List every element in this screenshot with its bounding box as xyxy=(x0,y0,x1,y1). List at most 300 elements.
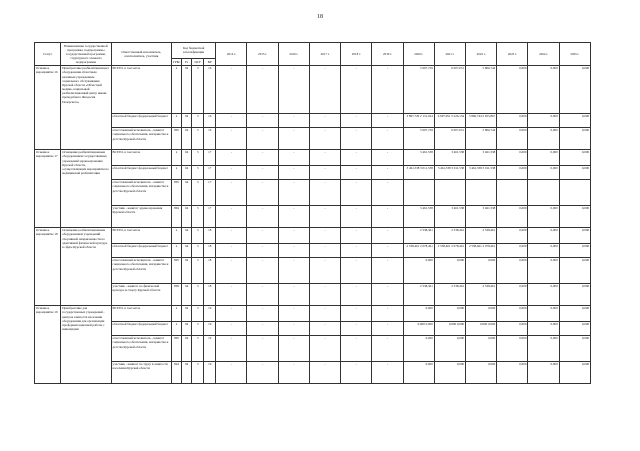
header-year: 2015 г. xyxy=(247,43,278,66)
table-row xyxy=(35,321,591,335)
cell-rz: 04 xyxy=(182,335,192,361)
cell-year-value: - xyxy=(309,113,340,127)
cell-csr: 3 xyxy=(192,321,204,335)
cell-year-value: 6 007,051 xyxy=(434,65,465,113)
cell-year-value: 0,000 xyxy=(528,321,559,335)
cell-year-value: - xyxy=(341,113,372,127)
cell-year-value: 0,000 xyxy=(559,149,590,165)
cell-year-value: - xyxy=(372,305,403,321)
cell-year-value: 0,000 xyxy=(559,335,590,361)
table-row xyxy=(35,227,591,243)
cell-vr: 17 xyxy=(204,149,216,165)
cell-year-value: 0,000 xyxy=(528,283,559,305)
cell-year-value: 0,000 xyxy=(528,113,559,127)
cell-vr: 17 xyxy=(204,179,216,205)
cell-year-value: 0,000 xyxy=(434,361,465,383)
header-year: 2025 г. xyxy=(559,43,590,66)
table-row xyxy=(35,165,591,179)
cell-year-value: 0,000 xyxy=(434,257,465,283)
cell-grbs: 824 xyxy=(171,361,181,383)
cell-year-value: 0,000 xyxy=(403,335,434,361)
header-year: 2017 г. xyxy=(309,43,340,66)
cell-year-value: 0,000 0,000 xyxy=(466,321,497,335)
table-row xyxy=(35,283,591,305)
cell-year-value: - xyxy=(372,65,403,113)
cell-grbs: 809 xyxy=(171,283,181,305)
cell-csr: 3 xyxy=(192,257,204,283)
cell-year-value: 0,000 xyxy=(528,65,559,113)
cell-year-value xyxy=(497,179,528,205)
cell-year-value: - xyxy=(278,165,309,179)
cell-year-value: 0,000 xyxy=(497,361,528,383)
cell-year-value: 0,000 xyxy=(528,127,559,149)
cell-year-value: 3 897,729 2 131,024 xyxy=(403,113,434,127)
cell-year-value: 0,000 xyxy=(528,227,559,243)
cell-grbs: 805 xyxy=(171,335,181,361)
cell-year-value: 0,000 xyxy=(497,321,528,335)
cell-csr: 3 xyxy=(192,361,204,383)
cell-year-value xyxy=(403,179,434,205)
cell-year-value: - xyxy=(341,335,372,361)
header-status: Статус xyxy=(35,43,61,66)
cell-grbs: х xyxy=(171,65,181,113)
table-row xyxy=(35,257,591,283)
cell-year-value: 0,000 xyxy=(528,243,559,257)
cell-year-value: - xyxy=(341,127,372,149)
cell-year-value: 0,000 xyxy=(559,321,590,335)
cell-year-value: 2 538,461 2 078,461 xyxy=(434,243,465,257)
cell-vr: 16 xyxy=(204,113,216,127)
header-name: Наименование государственной программы, подпрограммы государственной программы, структурного элемента подпрограммы xyxy=(61,43,111,66)
budget-table xyxy=(34,42,591,384)
cell-year-value: - xyxy=(372,243,403,257)
header-code-vr: ВР xyxy=(204,58,216,65)
cell-vr: 19 xyxy=(204,305,216,321)
cell-grbs: х xyxy=(171,149,181,165)
cell-year-value: 5 607,729 xyxy=(403,127,434,149)
cell-year-value: 3 461,538 xyxy=(466,149,497,165)
cell-year-value: - xyxy=(309,165,340,179)
header-responsible: Ответственный исполнитель, соисполнитель, участник xyxy=(111,43,171,66)
cell-year-value: - xyxy=(247,283,278,305)
cell-year-value: - xyxy=(372,227,403,243)
cell-year-value: 0,000 xyxy=(528,335,559,361)
table-row xyxy=(35,179,591,205)
cell-year-value: 2 538,461 2 078,461 xyxy=(403,243,434,257)
cell-year-value: - xyxy=(216,361,247,383)
cell-rz: 04 xyxy=(182,321,192,335)
cell-responsible: ответственный исполнитель - комитет социального обеспечения, материнства и детства Курской области xyxy=(111,257,171,283)
cell-year-value: - xyxy=(309,361,340,383)
cell-year-value: - xyxy=(372,257,403,283)
cell-year-value: 0,000 xyxy=(466,257,497,283)
cell-year-value: 0,000 xyxy=(528,149,559,165)
cell-program-name: Оснащение реабилитационным оборудованием учреждений спортивной направленности по адаптивной физической культуре в сфере Курской области xyxy=(61,227,111,305)
cell-year-value: 0,000 xyxy=(497,335,528,361)
cell-year-value: - xyxy=(372,165,403,179)
cell-year-value: - xyxy=(372,179,403,205)
cell-year-value: 2 538,461 xyxy=(403,283,434,305)
cell-grbs: 805 xyxy=(171,179,181,205)
cell-vr: 16 xyxy=(204,65,216,113)
cell-year-value: - xyxy=(309,321,340,335)
cell-year-value: - xyxy=(247,65,278,113)
cell-responsible: ответственный исполнитель - комитет социального обеспечения, материнства и детства Курской области xyxy=(111,127,171,149)
cell-csr: 3 xyxy=(192,335,204,361)
cell-year-value: - xyxy=(247,243,278,257)
cell-year-value: 2 538,461 xyxy=(434,227,465,243)
cell-year-value: - xyxy=(216,243,247,257)
cell-year-value: - xyxy=(216,165,247,179)
cell-csr: 3 xyxy=(192,283,204,305)
cell-status: Основное мероприятие 18 xyxy=(35,227,61,305)
cell-year-value: - xyxy=(372,205,403,227)
cell-year-value: - xyxy=(341,65,372,113)
cell-year-value: - xyxy=(341,179,372,205)
table-row xyxy=(35,205,591,227)
cell-responsible: областной бюджет федеральный бюджет xyxy=(111,321,171,335)
cell-year-value: 0,000 xyxy=(497,227,528,243)
cell-year-value: 2 538,461 xyxy=(403,227,434,243)
header-code: Код бюджетной классификации xyxy=(171,43,215,59)
cell-vr: 18 xyxy=(204,257,216,283)
cell-year-value xyxy=(528,179,559,205)
cell-rz: 04 xyxy=(182,361,192,383)
cell-year-value: 3 461,538 3 011,538 xyxy=(434,165,465,179)
cell-responsible: ВСЕГО, в том числе xyxy=(111,227,171,243)
cell-year-value: 0,000 xyxy=(466,361,497,383)
cell-year-value: 3 461,538 xyxy=(434,205,465,227)
cell-vr: 19 xyxy=(204,321,216,335)
cell-year-value: 3 461,538 xyxy=(403,149,434,165)
cell-grbs: х xyxy=(171,321,181,335)
cell-year-value: - xyxy=(216,179,247,205)
cell-rz: 04 xyxy=(182,283,192,305)
cell-grbs: х xyxy=(171,243,181,257)
cell-responsible: участник - комитет по физической культуре и спорту Курской области xyxy=(111,283,171,305)
cell-year-value: - xyxy=(309,227,340,243)
cell-year-value: - xyxy=(309,179,340,205)
cell-csr: 3 xyxy=(192,305,204,321)
cell-year-value: 0,000 xyxy=(466,335,497,361)
cell-year-value: - xyxy=(278,305,309,321)
cell-year-value: - xyxy=(278,283,309,305)
cell-grbs: х xyxy=(171,113,181,127)
cell-year-value: - xyxy=(372,127,403,149)
cell-year-value: - xyxy=(278,243,309,257)
cell-year-value: - xyxy=(341,283,372,305)
cell-year-value: - xyxy=(341,321,372,335)
cell-year-value: 2 538,461 xyxy=(434,283,465,305)
cell-year-value: - xyxy=(247,335,278,361)
cell-csr: 3 xyxy=(192,113,204,127)
cell-year-value: 2 538,461 xyxy=(466,283,497,305)
table-row xyxy=(35,243,591,257)
cell-year-value: - xyxy=(341,305,372,321)
cell-year-value: - xyxy=(341,165,372,179)
cell-year-value: - xyxy=(372,335,403,361)
header-year: 2014 г. xyxy=(216,43,247,66)
cell-responsible: ответственный исполнитель - комитет социального обеспечения, материнства и детства Курской области xyxy=(111,179,171,205)
cell-year-value: 0,000 xyxy=(497,127,528,149)
cell-year-value: - xyxy=(278,321,309,335)
cell-year-value: 6 007,051 xyxy=(434,127,465,149)
cell-year-value: 0,000 xyxy=(497,149,528,165)
cell-rz: 04 xyxy=(182,165,192,179)
cell-year-value: - xyxy=(309,65,340,113)
table-row xyxy=(35,127,591,149)
cell-year-value: 0,000 xyxy=(559,227,590,243)
cell-rz: 04 xyxy=(182,113,192,127)
cell-responsible: ВСЕГО, в том числе xyxy=(111,305,171,321)
cell-rz: 04 xyxy=(182,179,192,205)
header-year: 2019 г. xyxy=(372,43,403,66)
cell-year-value: 0,000 xyxy=(559,65,590,113)
cell-year-value: 0,000 xyxy=(497,165,528,179)
cell-year-value: 0,000 xyxy=(497,305,528,321)
cell-year-value: 3 461,538 xyxy=(434,149,465,165)
cell-rz: 04 xyxy=(182,127,192,149)
cell-year-value: - xyxy=(278,257,309,283)
cell-year-value: 3 461,538 xyxy=(466,205,497,227)
cell-year-value: - xyxy=(247,165,278,179)
cell-year-value: - xyxy=(247,321,278,335)
cell-year-value: - xyxy=(372,361,403,383)
cell-year-value: 2 538,461 xyxy=(466,227,497,243)
table-row xyxy=(35,305,591,321)
cell-responsible: областной бюджет федеральный бюджет xyxy=(111,165,171,179)
cell-year-value: 0,000 xyxy=(559,165,590,179)
cell-year-value: - xyxy=(309,149,340,165)
cell-grbs: 805 xyxy=(171,257,181,283)
cell-year-value: - xyxy=(247,305,278,321)
cell-year-value: 0,000 xyxy=(528,305,559,321)
cell-year-value: 0,000 xyxy=(528,165,559,179)
cell-year-value: - xyxy=(341,205,372,227)
cell-year-value: - xyxy=(278,179,309,205)
cell-year-value: 2 538,461 2 078,461 xyxy=(466,243,497,257)
cell-year-value: - xyxy=(278,335,309,361)
cell-year-value: - xyxy=(216,113,247,127)
header-year: 2020 г. xyxy=(403,43,434,66)
header-year: 2024 г. xyxy=(528,43,559,66)
cell-year-value: - xyxy=(278,127,309,149)
cell-csr: 3 xyxy=(192,227,204,243)
cell-year-value: - xyxy=(278,227,309,243)
cell-year-value: - xyxy=(216,149,247,165)
cell-year-value: 0,000 xyxy=(403,361,434,383)
cell-year-value: 0,000 xyxy=(559,283,590,305)
cell-csr: 3 xyxy=(192,149,204,165)
cell-year-value: 0,000 xyxy=(497,113,528,127)
cell-responsible: ответственный исполнитель - комитет социального обеспечения, материнства и детства Курской области xyxy=(111,335,171,361)
cell-year-value: 0,000 xyxy=(559,361,590,383)
cell-year-value: - xyxy=(247,227,278,243)
cell-year-value: - xyxy=(309,335,340,361)
cell-year-value: - xyxy=(309,127,340,149)
header-year: 2023 г. xyxy=(497,43,528,66)
cell-year-value xyxy=(434,179,465,205)
cell-year-value: - xyxy=(216,257,247,283)
cell-year-value: 0,000 xyxy=(497,283,528,305)
cell-vr: 17 xyxy=(204,205,216,227)
cell-year-value: 0,000 xyxy=(528,205,559,227)
cell-year-value: - xyxy=(247,127,278,149)
cell-year-value: 0,000 xyxy=(497,205,528,227)
cell-year-value: - xyxy=(372,321,403,335)
cell-year-value: 0,000 xyxy=(403,257,434,283)
cell-year-value: 5 806,744 xyxy=(466,65,497,113)
cell-grbs: х xyxy=(171,305,181,321)
cell-grbs: х xyxy=(171,227,181,243)
cell-year-value: - xyxy=(309,305,340,321)
cell-year-value: - xyxy=(247,361,278,383)
cell-year-value: 0,000 xyxy=(559,243,590,257)
cell-year-value: - xyxy=(216,65,247,113)
header-year: 2018 г. xyxy=(341,43,372,66)
cell-year-value: 0,000 xyxy=(559,257,590,283)
cell-year-value: 0,000 xyxy=(497,243,528,257)
cell-year-value: - xyxy=(216,227,247,243)
cell-year-value: 0,000 xyxy=(559,127,590,149)
cell-year-value: 0,000 xyxy=(434,305,465,321)
cell-year-value: 0,000 0,000 xyxy=(403,321,434,335)
cell-csr: 3 xyxy=(192,165,204,179)
cell-year-value: 0,000 xyxy=(559,305,590,321)
cell-rz: 04 xyxy=(182,227,192,243)
cell-csr: 3 xyxy=(192,127,204,149)
cell-year-value: 0,000 xyxy=(434,335,465,361)
cell-year-value: - xyxy=(278,65,309,113)
cell-year-value: - xyxy=(247,179,278,205)
cell-vr: 18 xyxy=(204,227,216,243)
header-code-grbs: ГРБС xyxy=(172,59,181,64)
cell-responsible: участник - комитет здравоохранения Курской области xyxy=(111,205,171,227)
cell-grbs: 804 xyxy=(171,205,181,227)
cell-year-value: - xyxy=(309,257,340,283)
header-code-rz: Рз xyxy=(182,58,192,65)
cell-status: Основное мероприятие 19 xyxy=(35,305,61,383)
cell-year-value: - xyxy=(341,361,372,383)
header-year: 2021 г. xyxy=(434,43,465,66)
table-row xyxy=(35,113,591,127)
cell-year-value: - xyxy=(341,257,372,283)
cell-responsible: областной бюджет федеральный бюджет xyxy=(111,243,171,257)
cell-vr: 16 xyxy=(204,127,216,149)
cell-year-value: - xyxy=(278,205,309,227)
cell-grbs: 805 xyxy=(171,127,181,149)
cell-year-value: - xyxy=(247,257,278,283)
cell-year-value: 0,000 0,000 xyxy=(434,321,465,335)
cell-year-value: 0,000 xyxy=(403,305,434,321)
cell-year-value: 0,000 xyxy=(528,361,559,383)
header-code-csr: ЦСР xyxy=(192,58,204,65)
cell-year-value: - xyxy=(309,205,340,227)
cell-year-value: - xyxy=(216,335,247,361)
cell-vr: 17 xyxy=(204,165,216,179)
table-row xyxy=(35,65,591,113)
cell-rz: 04 xyxy=(182,257,192,283)
cell-year-value: - xyxy=(247,113,278,127)
cell-rz: 04 xyxy=(182,65,192,113)
table-row xyxy=(35,149,591,165)
cell-status: Основное мероприятие 17 xyxy=(35,149,61,227)
cell-year-value: - xyxy=(278,149,309,165)
cell-rz: 04 xyxy=(182,243,192,257)
page-number: 18 xyxy=(317,14,323,20)
cell-year-value: - xyxy=(309,243,340,257)
cell-csr: 3 xyxy=(192,243,204,257)
cell-rz: 04 xyxy=(182,149,192,165)
cell-responsible: ВСЕГО, в том числе xyxy=(111,65,171,113)
table-row xyxy=(35,361,591,383)
cell-year-value: - xyxy=(216,321,247,335)
cell-year-value: 5 607,729 xyxy=(403,65,434,113)
cell-year-value: 6 007,051 5 226,134 xyxy=(434,113,465,127)
cell-year-value xyxy=(466,179,497,205)
cell-program-name: Оснащение реабилитационным оборудованием государственных учреждений здравоохранения Курской области, осуществляющих мероприятия по медицинской реабилитации xyxy=(61,149,111,227)
cell-year-value: - xyxy=(247,149,278,165)
header-year: 2016 г. xyxy=(278,43,309,66)
cell-rz: 04 xyxy=(182,205,192,227)
cell-year-value xyxy=(559,179,590,205)
cell-vr: 18 xyxy=(204,243,216,257)
cell-rz: 04 xyxy=(182,305,192,321)
cell-year-value: 0,000 xyxy=(497,65,528,113)
cell-year-value: 5 806,744 xyxy=(466,127,497,149)
cell-year-value: - xyxy=(341,227,372,243)
cell-year-value: - xyxy=(372,113,403,127)
cell-year-value: 3 461,538 3 011,538 xyxy=(403,165,434,179)
cell-year-value: - xyxy=(216,127,247,149)
cell-year-value: - xyxy=(247,205,278,227)
cell-year-value: - xyxy=(341,149,372,165)
cell-grbs: х xyxy=(171,165,181,179)
cell-year-value: 0,000 xyxy=(466,305,497,321)
cell-program-name: Приобретение для государственных учреждений - центров занятости населения оборудования для организации профориентационной работы с инвалидами xyxy=(61,305,111,383)
cell-year-value: - xyxy=(341,243,372,257)
cell-vr: 18 xyxy=(204,283,216,305)
cell-year-value: - xyxy=(216,283,247,305)
cell-year-value: 0,000 xyxy=(497,257,528,283)
cell-responsible: ВСЕГО, в том числе xyxy=(111,149,171,165)
cell-csr: 3 xyxy=(192,179,204,205)
cell-vr: 19 xyxy=(204,361,216,383)
cell-responsible: областной бюджет федеральный бюджет xyxy=(111,113,171,127)
table-row xyxy=(35,335,591,361)
cell-year-value: - xyxy=(372,283,403,305)
cell-year-value: - xyxy=(372,149,403,165)
cell-year-value: - xyxy=(278,361,309,383)
cell-program-name: Приобретение реабилитационного оборудования областным казенным учреждением социального обслуживания Курской области «Областной медико-социальный реабилитационный центр имени преподобного Феодосия Печерского» xyxy=(61,65,111,149)
cell-year-value: 3 461,538 3 011,538 xyxy=(466,165,497,179)
cell-year-value: - xyxy=(216,205,247,227)
cell-year-value: 0,000 xyxy=(559,113,590,127)
cell-status: Основное мероприятие 16 xyxy=(35,65,61,149)
cell-year-value: 5 806,744 5 055,867 xyxy=(466,113,497,127)
cell-year-value: - xyxy=(216,305,247,321)
cell-vr: 19 xyxy=(204,335,216,361)
cell-year-value: 0,000 xyxy=(559,205,590,227)
cell-csr: 3 xyxy=(192,65,204,113)
cell-responsible: участник - комитет по труду и занятости населения Курской области xyxy=(111,361,171,383)
cell-year-value: - xyxy=(278,113,309,127)
cell-csr: 3 xyxy=(192,205,204,227)
cell-year-value: 3 461,538 xyxy=(403,205,434,227)
cell-year-value: 0,000 xyxy=(528,257,559,283)
header-year: 2022 г. xyxy=(466,43,497,66)
cell-year-value: - xyxy=(309,283,340,305)
